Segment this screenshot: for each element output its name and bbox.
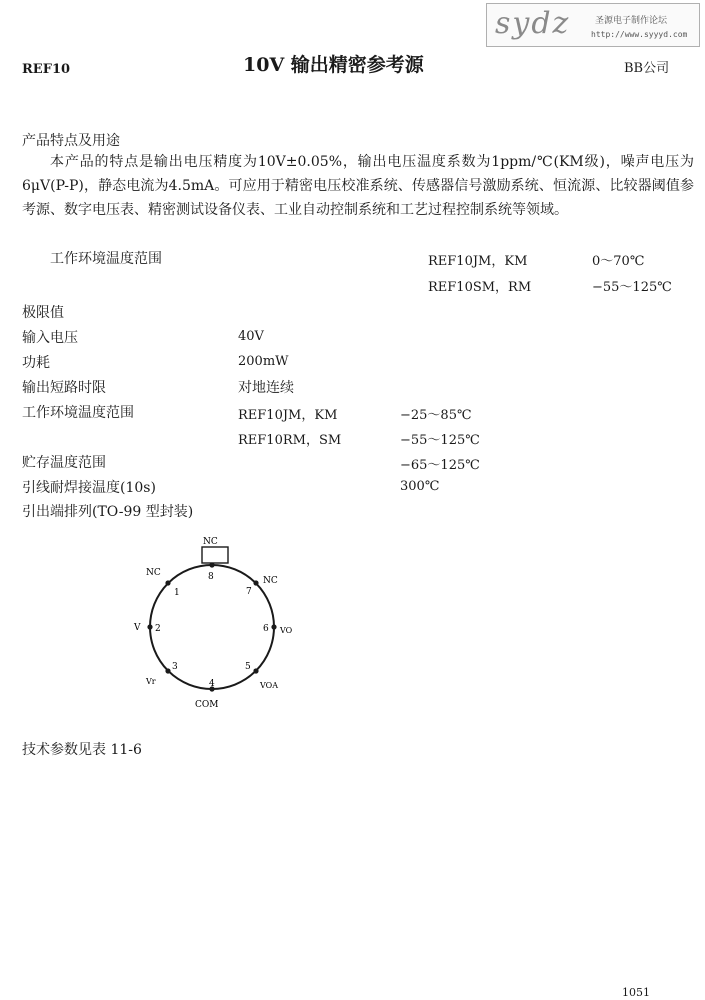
pin-dot-7 xyxy=(253,580,258,585)
temp-range-1: 0～70℃ xyxy=(592,254,645,269)
watermark xyxy=(486,3,700,47)
storage-temp-range: −65～125℃ xyxy=(400,458,480,473)
pin-name-3: Vr xyxy=(146,677,156,686)
limit-value-power: 200mW xyxy=(238,354,289,369)
page-number: 1051 xyxy=(622,986,650,999)
limit-label-short-circuit: 输出短路时限 xyxy=(22,380,106,396)
pin-name-4: COM xyxy=(195,700,219,710)
pin-number-5: 5 xyxy=(245,662,251,672)
watermark-logo: sydz xyxy=(495,6,571,41)
temp-range-2: −55～125℃ xyxy=(592,280,672,295)
pin-name-5: VOA xyxy=(260,681,278,690)
pin-number-3: 3 xyxy=(172,662,178,672)
solder-temp-label: 引线耐焊接温度(10s) xyxy=(22,480,156,496)
pin-dot-2 xyxy=(147,624,152,629)
watermark-site-name: 圣源电子制作论坛 xyxy=(595,16,668,26)
tech-params-note: 技术参数见表 11-6 xyxy=(22,742,142,758)
pin-name-2: V xyxy=(134,623,141,633)
page-title: 10V 输出精密参考源 xyxy=(243,54,424,76)
pin-name-1: NC xyxy=(146,568,161,578)
pin-number-1: 1 xyxy=(174,588,180,598)
pin-number-6: 6 xyxy=(263,624,269,634)
solder-temp-value: 300℃ xyxy=(400,479,440,494)
storage-temp-label: 贮存温度范围 xyxy=(22,455,106,471)
pin-dot-8 xyxy=(209,562,214,567)
pin-dot-5 xyxy=(253,668,258,673)
pin-number-8: 8 xyxy=(208,572,214,582)
tab-label: NC xyxy=(203,537,218,547)
op-temp-range-1: −25～85℃ xyxy=(400,408,472,423)
pin-dot-1 xyxy=(165,580,170,585)
temp-range-label: 工作环境温度范围 xyxy=(50,251,162,267)
pin-number-4: 4 xyxy=(209,679,215,689)
temp-model-2: REF10SM，RM xyxy=(428,280,532,295)
pin-dot-3 xyxy=(165,668,170,673)
limit-value-short-circuit: 对地连续 xyxy=(238,380,294,396)
company-name: BB公司 xyxy=(624,61,670,76)
op-temp-label: 工作环境温度范围 xyxy=(22,405,134,421)
pin-name-6: VO xyxy=(280,626,293,635)
temp-model-1: REF10JM，KM xyxy=(428,254,528,269)
part-number: REF10 xyxy=(22,62,71,77)
limit-value-input-voltage: 40V xyxy=(238,329,264,344)
op-temp-model-2: REF10RM，SM xyxy=(238,433,342,448)
pinout-diagram xyxy=(120,530,320,720)
watermark-url: http://www.syyyd.com xyxy=(591,30,688,39)
package-tab xyxy=(202,547,228,563)
op-temp-range-2: −55～125℃ xyxy=(400,433,480,448)
pin-name-7: NC xyxy=(263,576,278,586)
pin-number-7: 7 xyxy=(246,587,252,597)
op-temp-model-1: REF10JM，KM xyxy=(238,408,338,423)
pinout-label: 引出端排列(TO-99 型封装) xyxy=(22,504,194,520)
features-paragraph: 本产品的特点是输出电压精度为10V±0.05%，输出电压温度系数为1ppm/℃(KM级)，噪声电压为6μV(P-P)，静态电流为4.5mA。可应用于精密电压校准系统、传感器信号激励系统、恒流源、比较器阈值参考源、数字电压表、精密测试设备仪表、工业自动控制系统和工艺过程控制系统等领域。 xyxy=(22,154,694,218)
limit-label-input-voltage: 输入电压 xyxy=(22,330,78,346)
limit-label-power: 功耗 xyxy=(22,355,50,371)
limits-heading: 极限值 xyxy=(22,305,64,321)
pin-dot-6 xyxy=(271,624,276,629)
features-heading: 产品特点及用途 xyxy=(22,133,120,149)
pin-number-2: 2 xyxy=(155,624,161,634)
